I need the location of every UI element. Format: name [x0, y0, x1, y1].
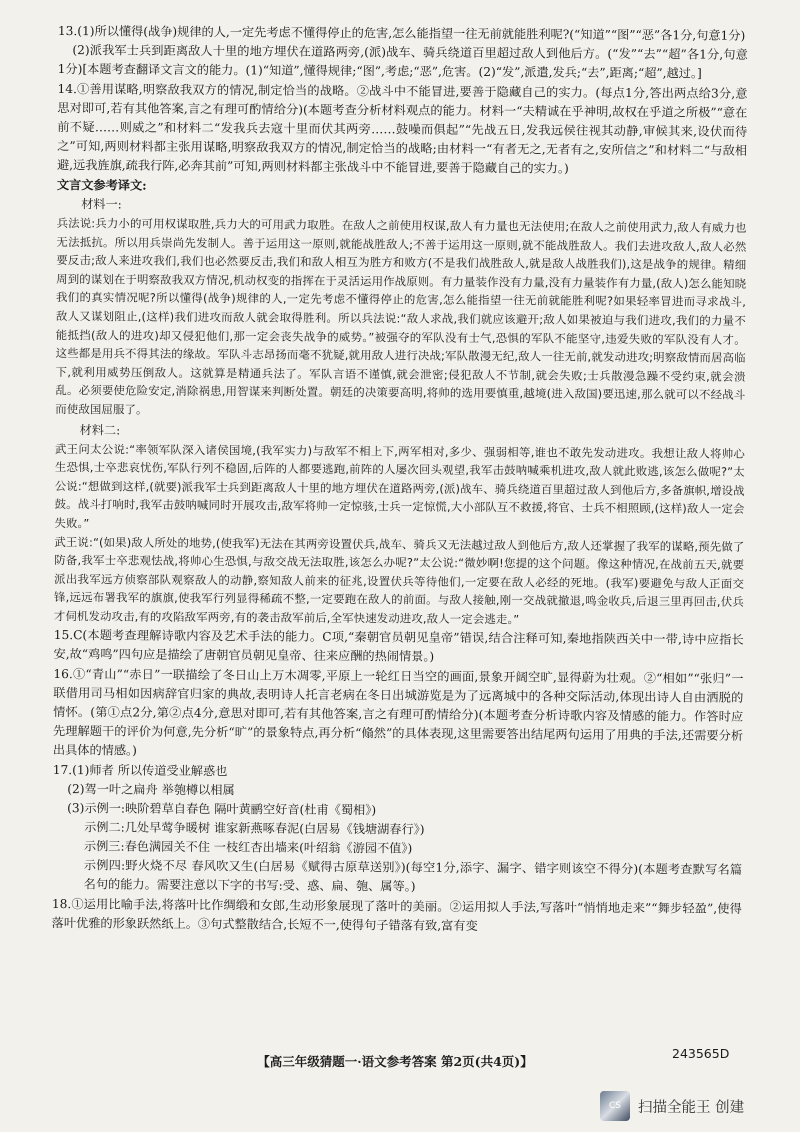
q18-line-1: 18.①运用比喻手法,将落叶比作绸缎和女郎,生动形象展现了落叶的美丽。②运用拟人手法,写落叶“悄悄地走来”“舞步轻盈”,使得落叶优雅的形象跃然纸上。③句式整散结合,长短不一,使得句子错落有致,富有变	[51, 897, 742, 934]
watermark-text: 扫描全能王 创建	[638, 1099, 745, 1116]
question-14	[57, 80, 748, 180]
question-18	[52, 895, 742, 938]
q17-line-3: (3)示例一:映阶碧草自春色 隔叶黄鹂空好音(杜甫《蜀相》)	[67, 801, 377, 818]
q13-line-1: 13.(1)所以懂得(战争)规律的人,一定先考虑不懂得停止的危害,怎么能指望一往无前就能胜利呢?(“知道”“图”“恶”各1分,句意1分)	[57, 23, 746, 43]
question-17	[52, 761, 743, 899]
q13-line-2: (2)派我军士兵到距离敌人十里的地方埋伏在道路两旁,(派)战车、骑兵绕道百里超过敌人到他后方。(“发”“去”“超”各1分,句意1分)[本题考查翻译文言文的能力。(1)“知道”,懂得规律;“图”,考虑;“恶”,危害。(2)“发”,派遣,发兵;“去”,距离;“超”,越过。]	[57, 43, 748, 81]
question-16	[53, 665, 744, 765]
material-1-title: 材料一:	[81, 197, 122, 212]
q17-line-5: 示例三:春色满园关不住 一枝红杏出墙来(叶绍翁《游园不值》)	[83, 839, 413, 856]
material-1-text: 兵法说:兵力小的可用权谋取胜,兵力大的可用武力取胜。在敌人之前使用权谋,敌人有力量也无法使用;在敌人之前使用武力,敌人有威力也无法抵抗。所以用兵崇尚先发制人。善于运用这一原则,就能战胜敌人;不善于运用这一原则,就不能战胜敌人。我们去进攻敌人,敌人必然要反击;敌人来进攻我们,我们也必然要反击,我们和敌人相互为胜方和败方(不是我们战胜敌人,就是敌人战胜我们),这是战争的规律。精细周到的谋划在于明察敌我双方情况,机动权变的指挥在于灵活运用作战原则。有力量装作没有力量,没有力量装作有力量,(敌人)怎么能知晓我们的真实情况呢?所以懂得(战争)规律的人,一定先考虑不懂得停止的危害,怎么能指望一往无前就能胜利呢?如果轻率冒进而寻求战斗,敌人又谋划阻止,(这样)我们进攻而敌人就会取得胜利。所以兵法说:“敌人求战,我们就应该避开;敌人如果被迫与我们进攻,我们的力量不能抵挡(敌人的进攻)却又侵犯他们,那一定会丧失战争的威势。”被强夺的军队没有士气,恐惧的军队不能坚守,违爱失败的军队没有人才。这些都是用兵不得其法的缘故。军队斗志昂扬而毫不犹疑,就用敌人进行决战;军队散漫无纪,敌人一往无前,就发动进攻;明察敌情而居高临下,就利用威势压倒敌人。这就算是精通兵法了。军队言语不谨慎,就会泄密;侵犯敌人不节制,就会失败;士兵散漫急躁不受约束,就会溃乱。必须要使危险安定,消除祸患,用智谋来判断处置。朝廷的决策要高明,将帅的选用要慎重,越境(进入敌国)要迅速,那么就可以不经战斗而使敌国屈服了。	[55, 215, 747, 417]
q17-line-6: 示例四:野火烧不尽 春风吹又生(白居易《赋得古原草送别》)(每空1分,添字、漏字、错字则该空不得分)(本题考查默写名篇名句的能力。需要注意以下字的书写:受、惑、扁、匏、属等。)	[83, 858, 743, 894]
question-15	[54, 626, 744, 669]
material-2-title: 材料二:	[79, 422, 121, 437]
translation-section	[54, 176, 747, 630]
q17-line-4: 示例二:几处早莺争暖树 谁家新燕啄春泥(白居易《钱塘湖春行》)	[84, 820, 425, 838]
question-13	[58, 22, 748, 84]
paper-code: 243565D	[672, 1046, 730, 1061]
q15-line-1: 15.C(本题考查理解诗歌内容及艺术手法的能力。C项,“秦朝官员朝见皇帝”错误,结合注释可知,秦地指陕西关中一带,诗中应指长安,故“鸡鸣”四句应是描绘了唐朝官员朝见皇帝、往来应酬的热闹情景。)	[53, 628, 744, 665]
q17-line-1: 17.(1)师者 所以传道受业解惑也	[52, 763, 228, 779]
q17-line-2: (2)驾一叶之扁舟 举匏樽以相属	[67, 782, 235, 798]
scanner-logo-icon: CS	[600, 1091, 630, 1121]
q16-line-1: 16.①“青山”“赤日”一联描绘了冬日山上万木凋零,平原上一轮红日当空的画面,景象开阔空旷,显得蔚为壮观。②“相如”“张归”一联借用司马相如因病辞官归家的典故,表明诗人托言老病在冬日出城游览是为了远离城中的各种交际活动,体现出诗人自由洒脱的情怀。(第①点2分,第②点4分,意思对即可,若有其他答案,言之有理可酌情给分)(本题考查分析诗歌内容及情感的能力。作答时应先理解题干的评价为何意,先分析“旷”的景象特点,再分析“翛然”的具体表现,这里需要答出结尾两句运用了用典的手法,还需要分析出具体的情感。)	[52, 667, 744, 759]
scanner-watermark	[600, 1088, 800, 1124]
page-footer: 【高三年级猜题一·语文参考答案 第2页(共4页)】	[257, 1054, 533, 1069]
answer-sheet-page	[52, 22, 748, 939]
q14-line-1: 14.①善用谋略,明察敌我双方的情况,制定恰当的战略。②战斗中不能冒进,要善于隐藏自己的实力。(每点1分,答出两点给3分,意思对即可,若有其他答案,言之有理可酌情给分)(本题考查分析材料观点的能力。材料一“夫精诚在乎神明,故权在乎道之所极”“意在前不疑……则威之”和材料二“发我兵去寇十里而伏其两旁……鼓噪而俱起”“先战五日,发我远侯往视其动静,审候其来,设伏而待之”可知,两则材料都主张用谋略,明察敌我双方的情况,制定恰当的战略;由材料一“有者无之,无者有之,安所信之”和材料二“与敌相避,远我旌旗,疏我行阵,必奔其前”可知,两则材料都主张战斗中不能冒进,要善于隐藏自己的实力。)	[56, 81, 748, 176]
translation-title: 文言文参考译文:	[56, 177, 147, 193]
material-2-text-b: 武王说:“(如果)敌人所处的地势,(使我军)无法在其两旁设置伏兵,战车、骑兵又无法越过敌人到他后方,敌人还掌握了我军的谋略,预先做了防备,我军士卒悲观怯战,将帅心生恐惧,与敌交战无法取胜,该怎么办呢?”太公说:“微妙啊!您提的这个问题。像这种情况,在战前五天,就要派出我军远方侦察部队观察敌人的动静,察知敌人前来的征兆,设置伏兵等待他们,一定要在敌人必经的死地。(我军)要避免与敌人正面交锋,远远布署我军的旗旗,使我军行列显得稀疏不整,一定要跑在敌人的前面。与敌人接触,刚一交战就撤退,鸣金收兵,后退三里再回击,伏兵才伺机发动攻击,有的攻陷敌军两旁,有的袭击敌军前后,全军快速发动进攻,敌人一定会逃走。”	[53, 534, 745, 627]
material-2-text-a: 武王问太公说:“率领军队深入诸侯国境,(我军实力)与敌军不相上下,两军相对,多少、强弱相等,谁也不敢先发动进攻。我想让敌人将帅心生恐惧,士卒悲哀忧伤,军队行列不稳固,后阵的人都要逃跑,前阵的人屡次回头观望,我军击鼓呐喊乘机进攻,敌人就此败逃,该怎么做呢?”太公说:“想做到这样,(就要)派我军士兵到距离敌人十里的地方埋伏在道路两旁,(派)战车、骑兵绕道百里超过敌人到他后方,多备旗帜,增设战鼓。战斗打响时,我军击鼓呐喊同时开展攻击,敌军将帅一定惊骇,士兵一定惊慌,大小部队互不救援,将官、士兵不相照顾,(这样)敌人一定会失败。”	[54, 441, 746, 531]
